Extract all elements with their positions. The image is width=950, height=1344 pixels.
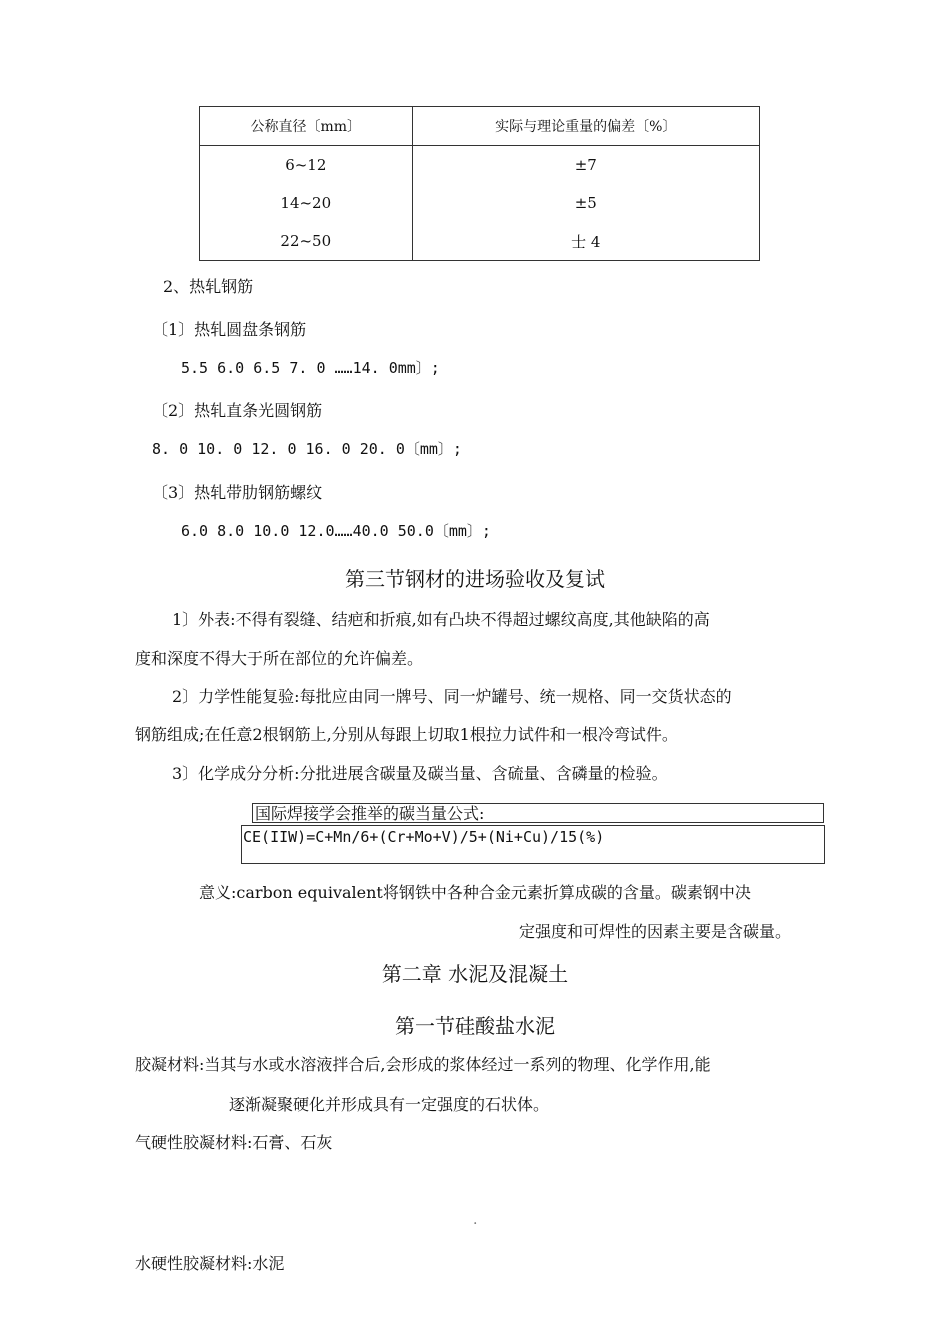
list-item-title: 〔3〕热轧带肋钢筋螺纹 <box>152 483 323 502</box>
paragraph-line: 逐渐凝聚硬化并形成具有一定强度的石状体。 <box>229 1095 550 1114</box>
table-row <box>200 146 760 185</box>
table-header: 公称直径〔mm〕 <box>200 107 413 146</box>
table-header: 实际与理论重量的偏差〔%〕 <box>412 107 759 146</box>
table-header-row <box>200 107 760 146</box>
formula-label: 国际焊接学会推举的碳当量公式: <box>255 804 485 823</box>
table-cell: 士 4 <box>412 222 759 261</box>
list-item-title: 〔1〕热轧圆盘条钢筋 <box>152 320 307 339</box>
list-item-values: 6.0 8.0 10.0 12.0……40.0 50.0〔mm〕; <box>181 522 491 540</box>
weight-deviation-table <box>199 106 760 261</box>
paragraph-line: 钢筋组成;在任意2根钢筋上,分别从每跟上切取1根拉力试件和一根冷弯试件。 <box>135 725 678 744</box>
list-item-values: 5.5 6.0 6.5 7. 0 ……14. 0mm〕; <box>181 359 440 377</box>
section-heading: 2、热轧钢筋 <box>163 277 254 296</box>
table-cell: ±7 <box>412 146 759 185</box>
paragraph-line: 定强度和可焊性的因素主要是含碳量。 <box>519 922 792 941</box>
table-row <box>200 184 760 222</box>
paragraph-line: 意义:carbon equivalent将钢铁中各种合金元素折算成碳的含量。碳素钢中决 <box>199 883 751 902</box>
carbon-equivalent-formula: CE(IIW)=C+Mn/6+(Cr+Mo+V)/5+(Ni+Cu)/15(%) <box>243 828 605 846</box>
page-dot: . <box>473 1212 478 1228</box>
list-item-values: 8. 0 10. 0 12. 0 16. 0 20. 0〔mm〕; <box>152 440 462 458</box>
paragraph-line: 2〕力学性能复验:每批应由同一牌号、同一炉罐号、统一规格、同一交货状态的 <box>172 687 732 706</box>
table-cell: ±5 <box>412 184 759 222</box>
table-cell: 14~20 <box>200 184 413 222</box>
table-cell: 6~12 <box>200 146 413 185</box>
paragraph-line: 1〕外表:不得有裂缝、结疤和折痕,如有凸块不得超过螺纹高度,其他缺陷的高 <box>172 610 710 629</box>
section-title: 第三节钢材的进场验收及复试 <box>345 567 605 591</box>
section-title: 第一节硅酸盐水泥 <box>395 1014 555 1038</box>
paragraph-line: 气硬性胶凝材料:石膏、石灰 <box>135 1133 333 1152</box>
paragraph-line: 度和深度不得大于所在部位的允许偏差。 <box>135 649 424 668</box>
table-cell: 22~50 <box>200 222 413 261</box>
paragraph-line: 胶凝材料:当其与水或水溶液拌合后,会形成的浆体经过一系列的物理、化学作用,能 <box>135 1055 711 1074</box>
chapter-title: 第二章 水泥及混凝土 <box>381 962 569 986</box>
paragraph-line: 水硬性胶凝材料:水泥 <box>135 1254 285 1273</box>
formula-box <box>241 825 825 864</box>
formula-label-box <box>252 803 824 823</box>
list-item-title: 〔2〕热轧直条光圆钢筋 <box>152 401 323 420</box>
table-row <box>200 222 760 261</box>
paragraph-line: 3〕化学成分分析:分批进展含碳量及碳当量、含硫量、含磷量的检验。 <box>172 764 668 783</box>
